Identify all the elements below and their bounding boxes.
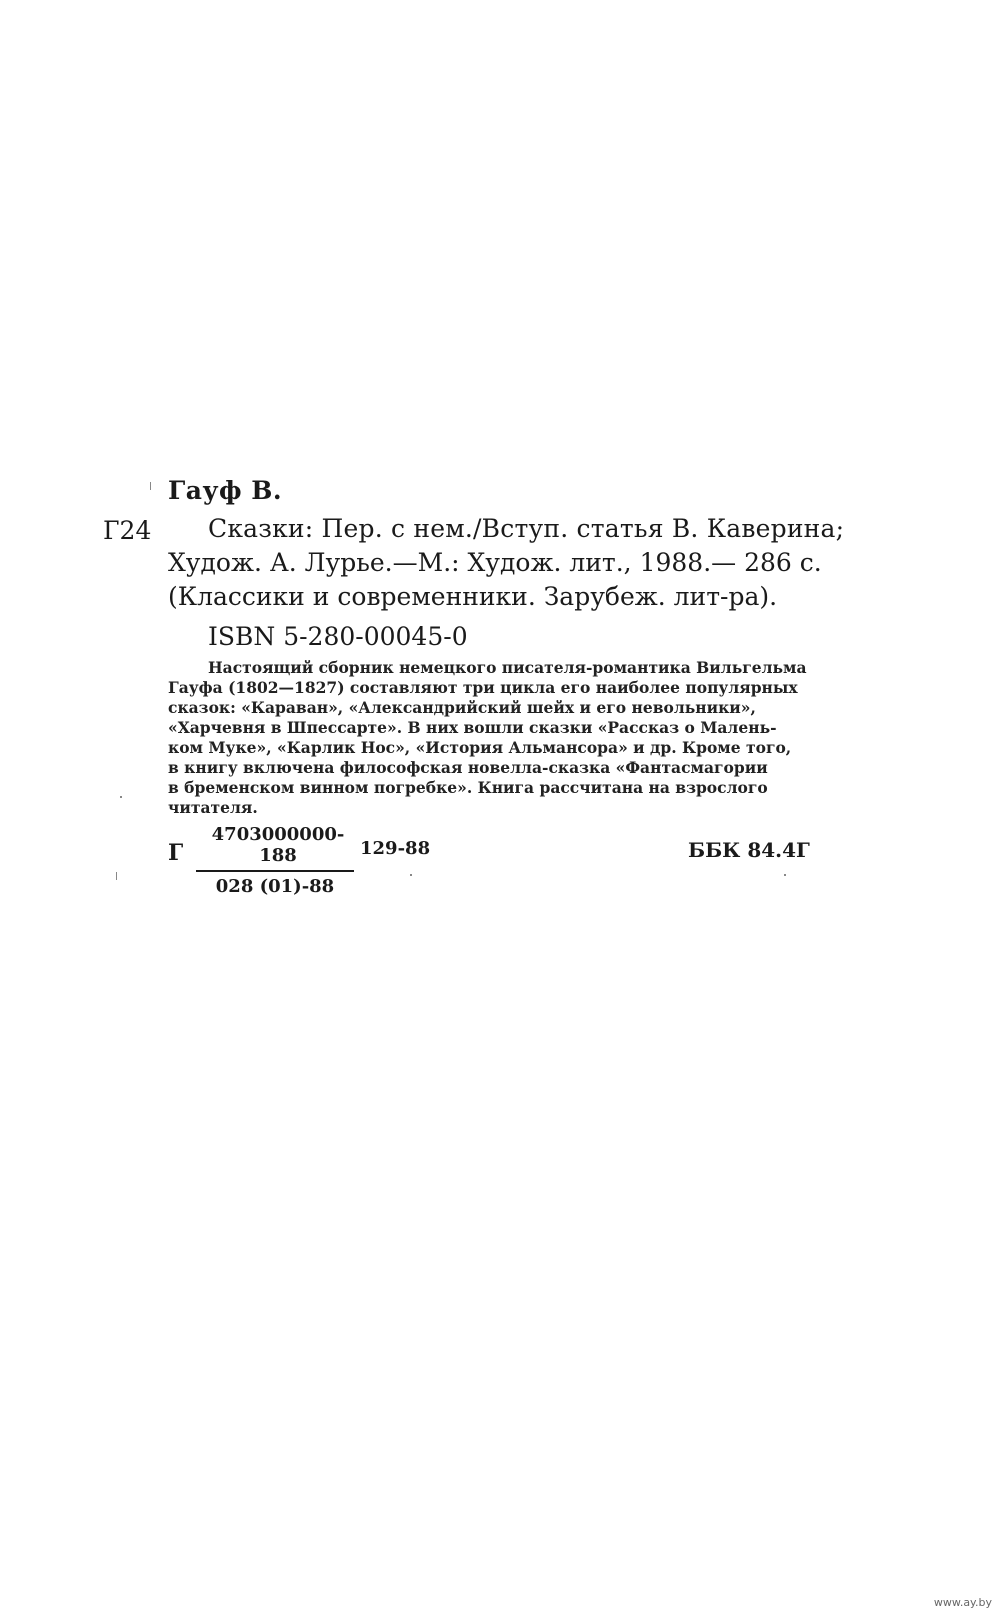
isbn: ISBN 5-280-00045-0 — [208, 622, 468, 651]
annotation-line: ком Муке», «Карлик Нос», «История Альмансора» и др. Кроме того, — [168, 738, 792, 757]
index-denominator: 028 (01)-88 — [215, 876, 335, 897]
scan-speck — [116, 872, 117, 880]
scan-speck — [410, 874, 412, 876]
scan-speck — [150, 482, 151, 490]
author-name: Гауф В. — [168, 476, 283, 505]
scan-speck — [120, 796, 122, 798]
bbk-code: ББК 84.4Г — [688, 838, 810, 862]
annotation-line: в бременском винном погребке». Книга рассчитана на взрослого — [168, 778, 768, 797]
annotation-line: в книгу включена философская новелла-сказка «Фантасмагории — [168, 758, 768, 777]
bibliography-line-2: Худож. А. Лурье.—М.: Худож. лит., 1988.— 286 с. — [168, 548, 822, 577]
bibliography-line-3: (Классики и современники. Зарубеж. лит-ра). — [168, 582, 778, 611]
index-numerator: 4703000000-188 — [211, 824, 345, 866]
order-code: 129-88 — [360, 838, 431, 859]
annotation-line: сказок: «Караван», «Александрийский шейх и его невольники», — [168, 698, 756, 717]
annotation — [168, 658, 808, 818]
annotation-line: читателя. — [168, 798, 258, 817]
annotation-line: Настоящий сборник немецкого писателя-романтика Вильгельма — [208, 658, 807, 677]
watermark: www.ay.by — [933, 1596, 992, 1609]
classification-code: Г24 — [103, 516, 152, 545]
index-letter: Г — [168, 840, 184, 866]
index-fraction — [196, 824, 360, 897]
bibliography-line-1: Сказки: Пер. с нем./Вступ. статья В. Каверина; — [208, 514, 845, 543]
annotation-line: «Харчевня в Шпессарте». В них вошли сказки «Рассказ о Малень- — [168, 718, 777, 737]
scan-speck — [784, 874, 786, 876]
annotation-line: Гауфа (1802—1827) составляют три цикла его наиболее популярных — [168, 678, 798, 697]
